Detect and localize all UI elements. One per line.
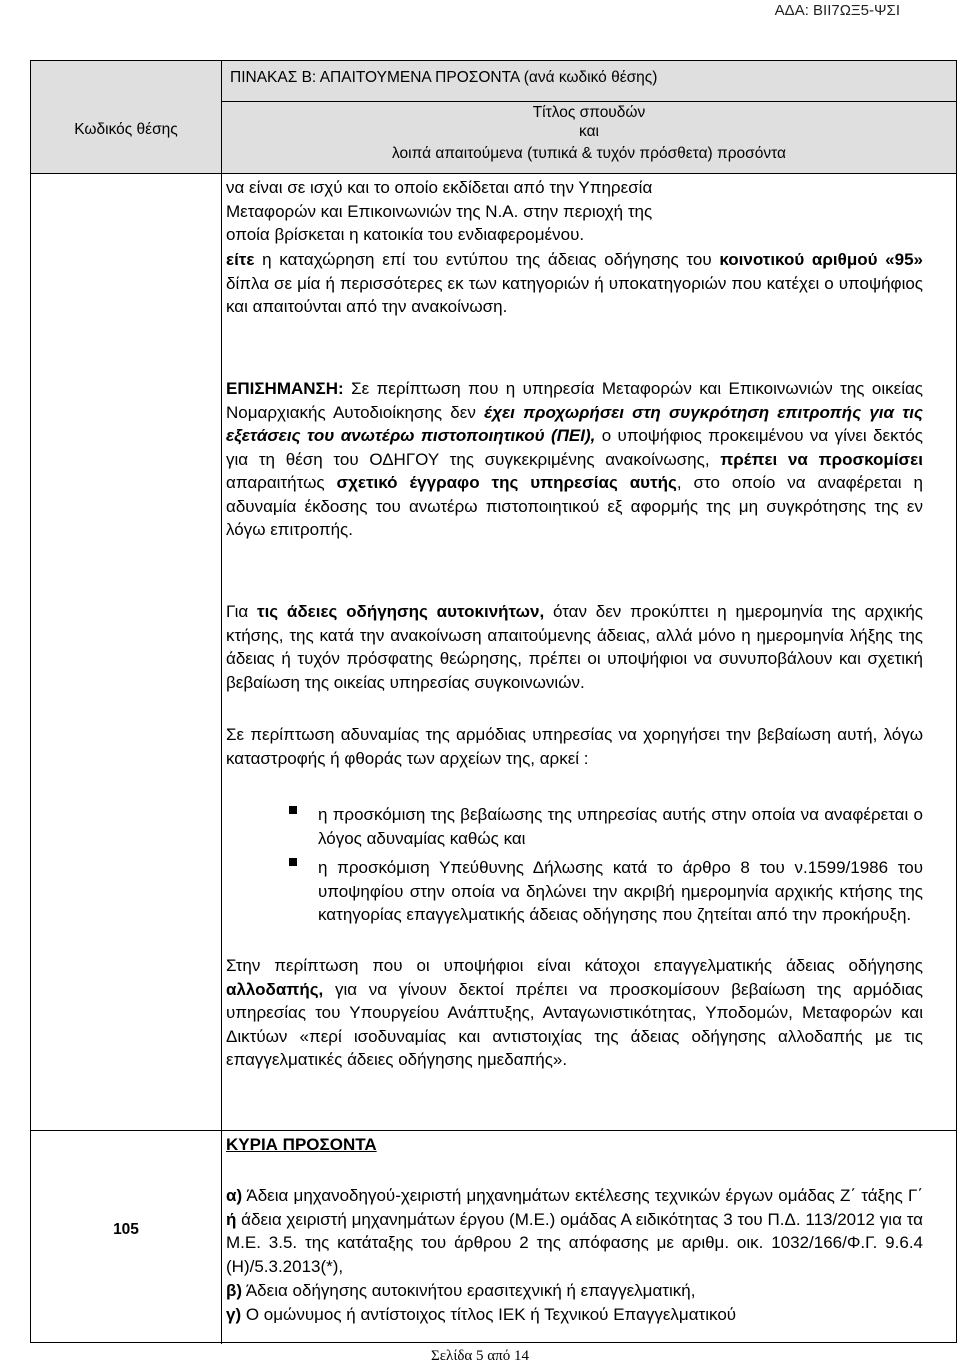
- notice-label: ΕΠΙΣΗΜΑΝΣΗ:: [226, 379, 344, 398]
- continuation-line-3: οποία βρίσκεται η κατοικία του ενδιαφερομένου.: [226, 225, 585, 244]
- notice-emphasis-2: πρέπει να προσκομίσει: [720, 449, 923, 469]
- qualification-c-label: γ): [226, 1305, 242, 1324]
- foreign-text-2: για να γίνουν δεκτοί πρέπει να προσκομίσουν βεβαίωση της αρμόδιας υπηρεσίας του Υπουργείου Ανάπτυξης, Ανταγωνιστικότητας, Υποδομών, Μεταφορών και Δικτύων «περί ισοδυναμίας και αντιστοιχίας της άδειας οδήγησης αλλοδαπής με τις επαγγελματικές άδειες οδήγησης ημεδαπής».: [226, 979, 923, 1069]
- continuation-line-1: να είναι σε ισχύ και το οποίο εκδίδεται από την Υπηρεσία: [226, 178, 653, 197]
- bullet-square-icon: [289, 858, 297, 866]
- notice-text-2: ο υποψήφιος προκειμένου να γίνει δεκτός για τη θέση του ΟΔΗΓΟΥ της συγκεκριμένης ανακοίνωσης,: [226, 426, 923, 469]
- column-header-code: Κωδικός θέσης: [74, 121, 178, 138]
- eite-text-1: η καταχώρηση επί του εντύπου της άδειας οδήγησης του: [254, 250, 720, 269]
- notice-emphasis-1: έχει προχωρήσει στη συγκρότηση επιτροπής για τις εξετάσεις του ανωτέρω πιστοποιητικού (ΠΕΙ),: [226, 402, 923, 445]
- qualification-b: [226, 1279, 923, 1303]
- foreign-text-1: Στην περίπτωση που οι υποψήφιοι είναι κάτοχοι επαγγελματικής άδειας οδήγησης: [226, 956, 923, 975]
- eite-text-2: δίπλα σε μία ή περισσότερες εκ των κατηγοριών ή υποκατηγοριών που κατέχει ο υποψήφιος και απαιτούνται από την ανακοίνωση.: [226, 273, 923, 316]
- header-divider: [221, 101, 956, 102]
- column-header-and: και: [579, 123, 599, 140]
- table-header: [31, 61, 956, 174]
- row-divider: [31, 1130, 956, 1131]
- notice-emphasis-3: σχετικό έγγραφο της υπηρεσίας αυτής: [336, 473, 677, 492]
- cars-text-1: Για: [226, 602, 257, 621]
- bullet-item-1: η προσκόμιση της βεβαίωσης της υπηρεσίας αυτής στην οποία να αναφέρεται ο λόγος αδυναμίας καθώς και: [318, 805, 923, 848]
- eite-label: είτε: [226, 250, 255, 269]
- qualification-a-label: α): [226, 1186, 243, 1205]
- qualification-a-or: ή: [226, 1209, 237, 1229]
- column-header-qualifications: λοιπά απαιτούμενα (τυπικά & τυχόν πρόσθετα) προσόντα: [392, 145, 786, 162]
- bullet-item-2: η προσκόμιση Υπεύθυνης Δήλωσης κατά το άρθρο 8 του ν.1599/1986 του υποψηφίου στην οποία να δηλώνει την ακριβή ημερομηνία αρχικής κτήσης της κατηγορίας επαγγελματικής άδειας οδήγησης που ζητείται από την προκήρυξη.: [318, 858, 923, 924]
- cars-paragraph: [226, 600, 923, 694]
- eite-code-95: κοινοτικού αριθμού «95»: [719, 250, 923, 269]
- position-code-105: 105: [113, 1221, 139, 1238]
- column-header-title: Τίτλος σπουδών: [532, 104, 646, 121]
- qualification-b-text: Άδεια οδήγησης αυτοκινήτου ερασιτεχνική ή επαγγελματική,: [242, 1281, 696, 1300]
- eite-paragraph: [226, 248, 923, 319]
- notice-text-4: , στο οποίο να αναφέρεται η αδυναμία έκδοσης του ανωτέρω πιστοποιητικού εξ αφορμής της μη συγκρότησης της εν λόγω επιτροπής.: [226, 473, 923, 539]
- main-qualifications-title: ΚΥΡΙΑ ΠΡΟΣΟΝΤΑ: [226, 1135, 377, 1154]
- main-qualifications-heading: [226, 1133, 923, 1157]
- qualification-c: [226, 1303, 923, 1327]
- continuation-line-2: Μεταφορών και Επικοινωνιών της Ν.Α. στην περιοχή της: [226, 201, 653, 221]
- column-divider: [221, 61, 222, 1344]
- foreign-license-paragraph: [226, 954, 923, 1072]
- notice-text-3: απαραιτήτως: [226, 473, 337, 492]
- table-title: ΠΙΝΑΚΑΣ Β: ΑΠΑΙΤΟΥΜΕΝΑ ΠΡΟΣΟΝΤΑ (ανά κωδικό θέσης): [230, 69, 658, 86]
- qualification-a-text-2: άδεια χειριστή μηχανημάτων έργου (Μ.Ε.) ομάδας Α ειδικότητας 3 του Π.Δ. 113/2012 για τα Μ.Ε. 3.5. της κατάταξης του άρθρου 2 της απόφασης με αριθμ. οικ. 1032/166/Φ.Γ. 9.6.4 (Η)/5.3.2013(*),: [226, 1209, 923, 1276]
- notice-text-1: Σε περίπτωση που η υπηρεσία Μεταφορών και Επικοινωνιών της οικείας Νομαρχιακής Αυτοδιοίκησης δεν: [226, 379, 923, 422]
- cars-text-2: όταν δεν προκύπτει η ημερομηνία της αρχικής κτήσης, της κατά την ανακοίνωση απαιτούμενης άδειας, αλλά μόνο η ημερομηνία λήξης της άδειας ή τυχόν πρόσφατης θεώρησης, πρέπει οι υποψήφιοι να συνυποβάλουν και σχετική βεβαίωση της οικείας υπηρεσίας συγκοινωνιών.: [226, 602, 923, 692]
- qualification-b-label: β): [226, 1281, 243, 1300]
- notice-paragraph: [226, 377, 923, 542]
- inability-paragraph: Σε περίπτωση αδυναμίας της αρμόδιας υπηρεσίας να χορηγήσει την βεβαίωση αυτή, λόγω καταστροφής ή φθοράς των αρχείων της, αρκεί :: [226, 725, 923, 768]
- page-footer: Σελίδα 5 από 14: [431, 1348, 529, 1364]
- qualification-a-text-1: Άδεια μηχανοδηγού-χειριστή μηχανημάτων εκτέλεσης τεχνικών έργων ομάδας Ζ΄ τάξης Γ΄: [242, 1186, 923, 1205]
- continuation-paragraph: [226, 176, 923, 247]
- ada-reference: ΑΔΑ: ΒΙΙ7ΩΞ5-ΨΣΙ: [774, 2, 900, 19]
- bullet-square-icon: [289, 806, 297, 814]
- qualification-c-text: Ο ομώνυμος ή αντίστοιχος τίτλος ΙΕΚ ή Τεχνικού Επαγγελματικού: [241, 1305, 737, 1324]
- qualification-a: [226, 1184, 923, 1278]
- cars-emphasis: τις άδειες οδήγησης αυτοκινήτων,: [257, 602, 545, 621]
- foreign-emphasis: αλλοδαπής,: [226, 979, 324, 999]
